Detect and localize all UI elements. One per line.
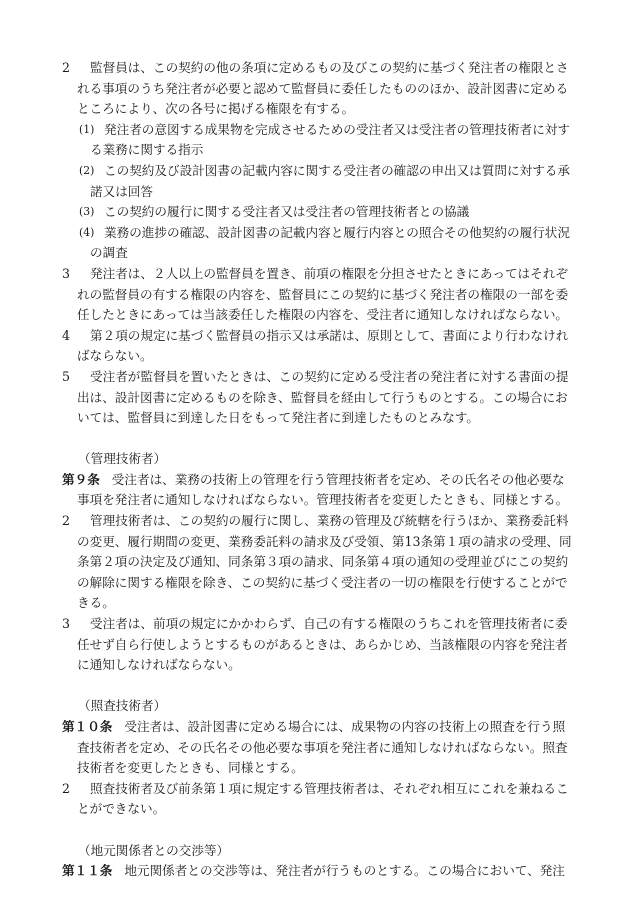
paragraph-text: 受注者は、前項の規定にかかわらず、自己の有する権限のうちこれを管理技術者に委 — [90, 616, 568, 632]
paragraph-text: の解除に関する権限を除き、この契約に基づく受注者の一切の権限を行使することがで — [77, 574, 568, 590]
paragraph-line — [0, 346, 630, 367]
blank-line — [0, 676, 630, 697]
paragraph-text: れる事項のうち発注者が必要と認めて監督員に委任したもののほか、設計図書に定める — [77, 80, 569, 96]
paragraph-line — [0, 367, 630, 388]
item-number: (1) — [79, 122, 95, 136]
paragraph-text: 受注者が監督員を置いたときは、この契約に定める受注者の発注者に対する書面の提 — [90, 368, 569, 384]
section-heading: （管理技術者） — [78, 451, 167, 467]
item-number: (4) — [79, 225, 95, 239]
paragraph-text: 管理技術者は、この契約の履行に関し、業務の管理及び統轄を行うほか、業務委託料 — [90, 513, 569, 529]
paragraph-line — [0, 552, 630, 573]
paragraph-number: 5 — [62, 368, 71, 384]
paragraph-number: 2 — [62, 60, 71, 75]
paragraph-text: の変更、履行期間の変更、業務委託料の請求及び受領、第13条第１項の請求の受理、同 — [77, 533, 572, 549]
item-text: この契約及び設計図書の記載内容に関する受注者の確認の申出又は質問に対する承 — [104, 162, 570, 178]
article-text: 地元関係者との交渉等は、発注者が行うものとする。この場合において、発注 — [124, 863, 565, 879]
item-number: (3) — [79, 205, 95, 219]
section-heading-line — [0, 696, 630, 717]
article-line — [0, 717, 630, 738]
blank-line — [0, 429, 630, 450]
section-heading-line — [0, 841, 630, 862]
item-line — [0, 223, 630, 244]
paragraph-line — [0, 511, 630, 532]
paragraph-text: 任したときにあっては当該委任した権限の内容を、受注者に通知しなければならない。 — [77, 307, 569, 323]
paragraph-line — [0, 593, 630, 614]
item-text: の調査 — [90, 245, 128, 261]
paragraph-text: れの監督員の有する権限の内容を、監督員にこの契約に基づく発注者の権限の一部を委 — [77, 286, 569, 302]
paragraph-line — [0, 58, 630, 79]
article-line — [0, 738, 630, 759]
paragraph-text: 条第２項の決定及び通知、同条第３項の請求、同条第４項の通知の受理並びにこの契約 — [77, 554, 569, 570]
item-text: 業務の進捗の確認、設計図書の記載内容と履行内容との照合その他契約の履行状況 — [104, 224, 570, 240]
paragraph-line — [0, 285, 630, 306]
paragraph-number: 4 — [62, 327, 71, 343]
article-number: 第９条 — [62, 471, 100, 487]
paragraph-text: ところにより、次の各号に掲げる権限を有する。 — [77, 101, 355, 117]
paragraph-line — [0, 635, 630, 656]
item-line — [0, 202, 630, 223]
item-line — [0, 161, 630, 182]
article-text: 査技術者を定め、その氏名その他必要な事項を発注者に通知しなければならない。照査 — [77, 739, 568, 755]
paragraph-line — [0, 614, 630, 635]
section-heading: （地元関係者との交渉等） — [78, 842, 230, 858]
article-text: 受注者は、業務の技術上の管理を行う管理技術者を定め、その氏名その他必要な — [111, 471, 565, 487]
paragraph-line — [0, 79, 630, 100]
section-heading: （照査技術者） — [78, 698, 167, 714]
item-number: (2) — [79, 163, 95, 177]
paragraph-line — [0, 388, 630, 409]
item-line — [0, 140, 630, 161]
article-number: 第１０条 — [62, 719, 113, 734]
paragraph-number: 3 — [62, 616, 71, 632]
paragraph-line — [0, 532, 630, 553]
paragraph-text: に通知しなければならない。 — [77, 657, 241, 673]
paragraph-line — [0, 99, 630, 120]
item-text: 発注者の意図する成果物を完成させるための受注者又は受注者の管理技術者に対す — [104, 121, 570, 137]
paragraph-text: 任せず自ら行使しようとするものがあるときは、あらかじめ、当該権限の内容を発注者 — [77, 636, 568, 652]
blank-line — [0, 820, 630, 841]
item-text: この契約の履行に関する受注者又は受注者の管理技術者との協議 — [104, 204, 470, 220]
article-line — [0, 490, 630, 511]
article-number: 第１１条 — [62, 863, 113, 879]
paragraph-line — [0, 264, 630, 285]
paragraph-line — [0, 655, 630, 676]
paragraph-text: 監督員は、この契約の他の条項に定めるもの及びこの契約に基づく発注者の権限とさ — [90, 60, 569, 75]
paragraph-line — [0, 799, 630, 820]
paragraph-text: ばならない。 — [77, 348, 153, 364]
section-heading-line — [0, 449, 630, 470]
paragraph-text: 第２項の規定に基づく監督員の指示又は承諾は、原則として、書面により行わなけれ — [90, 327, 569, 343]
item-line — [0, 182, 630, 203]
item-line — [0, 120, 630, 141]
article-text: 技術者を変更したときも、同様とする。 — [77, 760, 304, 776]
paragraph-number: 2 — [62, 780, 71, 796]
paragraph-line — [0, 408, 630, 429]
paragraph-line — [0, 779, 630, 800]
article-text: 事項を発注者に通知しなければならない。管理技術者を変更したときも、同様とする。 — [77, 492, 569, 508]
paragraph-line — [0, 326, 630, 347]
paragraph-text: とができない。 — [77, 801, 166, 817]
item-text: 諾又は回答 — [90, 183, 153, 199]
item-text: る業務に関する指示 — [90, 142, 204, 158]
document-page — [0, 58, 630, 882]
paragraph-text: 出は、設計図書に定めるものを除き、監督員を経由して行うものとする。この場合にお — [77, 389, 568, 405]
paragraph-number: 3 — [62, 265, 71, 281]
paragraph-line — [0, 573, 630, 594]
paragraph-text: きる。 — [77, 595, 115, 611]
article-line — [0, 861, 630, 882]
paragraph-line — [0, 305, 630, 326]
item-line — [0, 243, 630, 264]
paragraph-number: 2 — [62, 513, 71, 529]
paragraph-text: 発注者は、２人以上の監督員を置き、前項の権限を分担させたときにあってはそれぞ — [90, 265, 568, 281]
paragraph-text: 照査技術者及び前条第１項に規定する管理技術者は、それぞれ相互にこれを兼ねるこ — [90, 780, 569, 796]
article-line — [0, 758, 630, 779]
paragraph-text: いては、監督員に到達した日をもって発注者に到達したものとみなす。 — [77, 410, 479, 426]
article-line — [0, 470, 630, 491]
article-text: 受注者は、設計図書に定める場合には、成果物の内容の技術上の照査を行う照 — [124, 719, 566, 734]
